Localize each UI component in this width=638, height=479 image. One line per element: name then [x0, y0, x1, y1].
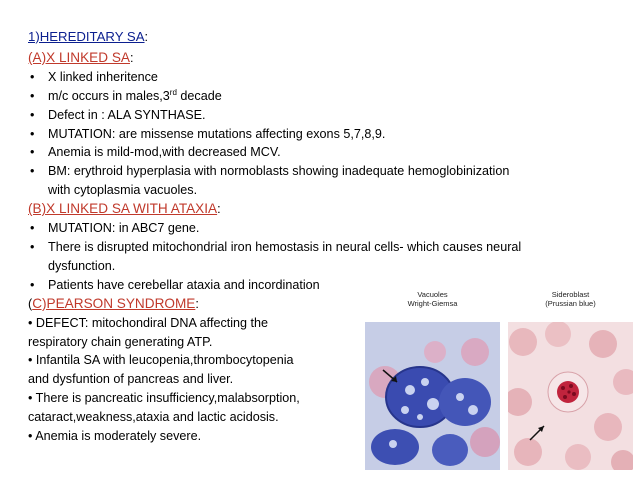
pearson-title: C)PEARSON SYNDROME [32, 295, 196, 311]
list-item [28, 162, 628, 181]
list-item [28, 87, 628, 106]
list-item-continuation: dysfunction. [48, 258, 116, 273]
list-item-text: m/c occurs in males,3 [48, 88, 170, 103]
bullet-dot: • [30, 164, 35, 179]
bullet-dot: • [30, 239, 35, 254]
text-line: • Anemia is moderately severe. [28, 429, 202, 444]
list-item-text: There is disrupted mitochondrial iron hemostasis in neural cells- which causes neural [48, 239, 522, 254]
ataxia-title: (B)X LINKED SA WITH ATAXIA [28, 201, 218, 217]
list-item-text: Patients have cerebellar ataxia and incordination [48, 277, 320, 292]
hereditary-colon: : [144, 30, 149, 44]
text-line: respiratory chain generating ATP. [28, 334, 213, 349]
vacuoles-micrograph [365, 290, 500, 470]
vacuoles-caption [365, 290, 500, 308]
hereditary-title: 1)HEREDITARY SA [28, 29, 145, 44]
list-item [28, 106, 628, 125]
ataxia-colon: : [217, 202, 221, 217]
text-line: and dysfuntion of pancreas and liver. [28, 372, 234, 387]
caption-line: (Prussian blue) [545, 299, 596, 308]
text-line: • DEFECT: mitochondiral DNA affecting the [28, 315, 269, 330]
caption-line: Vacuoles [417, 290, 448, 299]
bullet-dot: • [30, 107, 35, 122]
list-item-text: Defect in : ALA SYNTHASE. [48, 107, 206, 122]
sideroblast-caption [508, 290, 633, 308]
list-item [28, 219, 628, 238]
xlinked-colon: : [129, 50, 134, 65]
xlinked-title: (A)X LINKED SA [28, 49, 130, 65]
bullet-dot: • [30, 88, 35, 103]
list-item [28, 238, 628, 257]
pearson-prefix: ( [28, 296, 33, 311]
list-item [28, 125, 628, 144]
bullet-dot: • [30, 145, 35, 160]
list-item-text: BM: erythroid hyperplasia with normoblasts showing inadequate hemoglobinization [48, 164, 510, 179]
bullet-dot: • [30, 221, 35, 236]
sideroblast-micrograph [508, 290, 633, 470]
list-item-continuation: with cytoplasmia vacuoles. [48, 183, 198, 198]
bullet-dot: • [30, 69, 35, 84]
text-line: • Infantila SA with leucopenia,thrombocytopenia [28, 353, 294, 368]
bullet-dot: • [30, 126, 35, 141]
list-item-text: MUTATION: are missense mutations affecting exons 5,7,8,9. [48, 126, 386, 141]
list-item-text: X linked inheritence [48, 69, 158, 84]
pearson-colon: : [195, 296, 199, 311]
list-item-text: decade [176, 88, 222, 103]
ataxia-heading [28, 200, 628, 219]
superscript: rd [169, 87, 177, 97]
vacuoles-image [365, 322, 500, 470]
bullet-dot: • [30, 277, 35, 292]
list-item-text: Anemia is mild-mod,with decreased MCV. [48, 145, 281, 160]
text-line: • There is pancreatic insufficiency,malabsorption, [28, 391, 300, 406]
list-item [28, 68, 628, 87]
text-line: cataract,weakness,ataxia and lactic acidosis. [28, 410, 279, 425]
list-item [28, 143, 628, 162]
caption-line: Wright-Giemsa [407, 299, 458, 308]
sideroblast-photo [508, 322, 633, 470]
list-item-text: MUTATION: in ABC7 gene. [48, 221, 200, 236]
xlinked-heading [28, 49, 628, 68]
caption-line: Sideroblast [551, 290, 590, 299]
sideroblast-image [508, 322, 633, 470]
hereditary-heading [28, 28, 628, 47]
vacuoles-photo [365, 322, 500, 470]
